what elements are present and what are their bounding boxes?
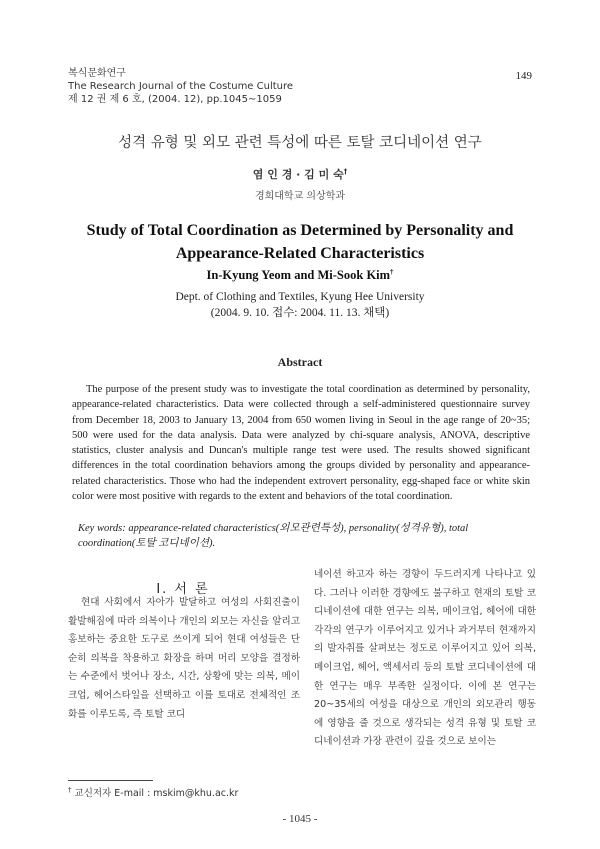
keywords [78,521,533,551]
right-column-paragraph: 네이션 하고자 하는 경향이 두드러지게 나타나고 있다. 그러나 이러한 경향에도 불구하고 현재의 토탈 코디네이션에 대한 연구는 의복, 메이크업, 헤어에 대한 각각의 연구가 이루어지고 있거나 과거부터 현재까지의 발자취를 살펴보는 정도로 이루어지고 있어 의복, 메이크업, 헤어, 액세서리 등의 토탈 코디네이션에 대한 연구는 매우 부족한 실정이다. 이에 본 연구는 20~35세의 여성을 대상으로 개인의 외모관리 행동에 영향을 줄 것으로 생각되는 성격 유형 및 토탈 코디네이션과 가장 관련이 깊을 것으로 보이는 [314,569,536,748]
footnote-text: 교신저자 E-mail : mskim@khu.ac.kr [74,788,239,799]
footnote-mark: † [68,785,72,794]
title-english [0,219,600,265]
authors-korean-names: 염 인 경 · 김 미 숙 [252,168,344,181]
keywords-text: appearance-related characteristics(외모관련특성), personality(성격유형), total coordination(토탈 코디네이션). [78,523,469,549]
authors-english-names: In-Kyung Yeom and Mi-Sook Kim [206,268,391,283]
authors-korean [0,166,600,182]
journal-header [68,67,293,106]
page-number-top: 149 [515,70,532,82]
section-heading-introduction: Ⅰ. 서 론 [156,582,210,597]
affiliation-korean: 경희대학교 의상학과 [254,191,346,202]
footnote-rule [68,780,153,781]
affiliation-english [0,289,600,321]
journal-volume: 제 12 권 제 6 호, (2004. 12), pp.1045∼1059 [68,94,282,105]
body-column-right [314,566,536,752]
title-english-line2: Appearance-Related Characteristics [175,245,425,262]
title-korean: 성격 유형 및 외모 관련 특성에 따른 토탈 코디네이션 연구 [118,135,482,151]
journal-name-en: The Research Journal of the Costume Culture [68,81,294,92]
abstract-heading: Abstract [277,355,323,369]
authors-english [0,268,600,283]
keywords-label: Key words: [78,523,126,534]
left-column-paragraph: 현대 사회에서 자아가 발달하고 여성의 사회진출이 활발해짐에 따라 의복이나 개인의 외모는 자신을 알리고 홍보하는 중요한 도구로 쓰이게 되어 현대 여성들은 단순히 의복을 착용하고 화장을 하며 머리 모양을 결정하는 수준에서 벗어나 장소, 시간, 상황에 맞는 의복, 메이크업, 헤어스타일을 선택하고 이를 토대로 전체적인 조화를 이루도록, 즉 토탈 코디 [68,597,300,720]
corresponding-mark: † [343,167,348,176]
abstract-body: The purpose of the present study was to investigate the total coordination as determined by personality, appearance-related characteristics. Data were collected through a self-administered questionnaire survey from December 18, 2003 to January 13, 2004 from 650 women living in Seoul in the age range of 20~35; 500 were used for the data analysis. Data were analyzed by chi-square analysis, ANOVA, descriptive statistics, cluster analysis and Duncan's multiple range test were used. The results showed significant differences in the total coordination behaviors among the groups divided by personality and appearance-related characteristics. Those who had the independent extrovert personality, egg-shaped face or white skin color were most positive with regards to the extent and behaviors of the total coordination. [72,384,530,503]
submission-dates: (2004. 9. 10. 접수: 2004. 11. 13. 채택) [210,307,390,319]
affiliation-english-text: Dept. of Clothing and Textiles, Kyung Hee University [175,291,425,303]
journal-name-ko: 복식문화연구 [68,68,126,79]
body-column-left [68,594,300,724]
title-english-line1: Study of Total Coordination as Determined by Personality and [86,222,514,239]
page-number-bottom: - 1045 - [282,813,318,825]
corresponding-mark-en: † [390,268,394,276]
footnote [68,785,238,799]
